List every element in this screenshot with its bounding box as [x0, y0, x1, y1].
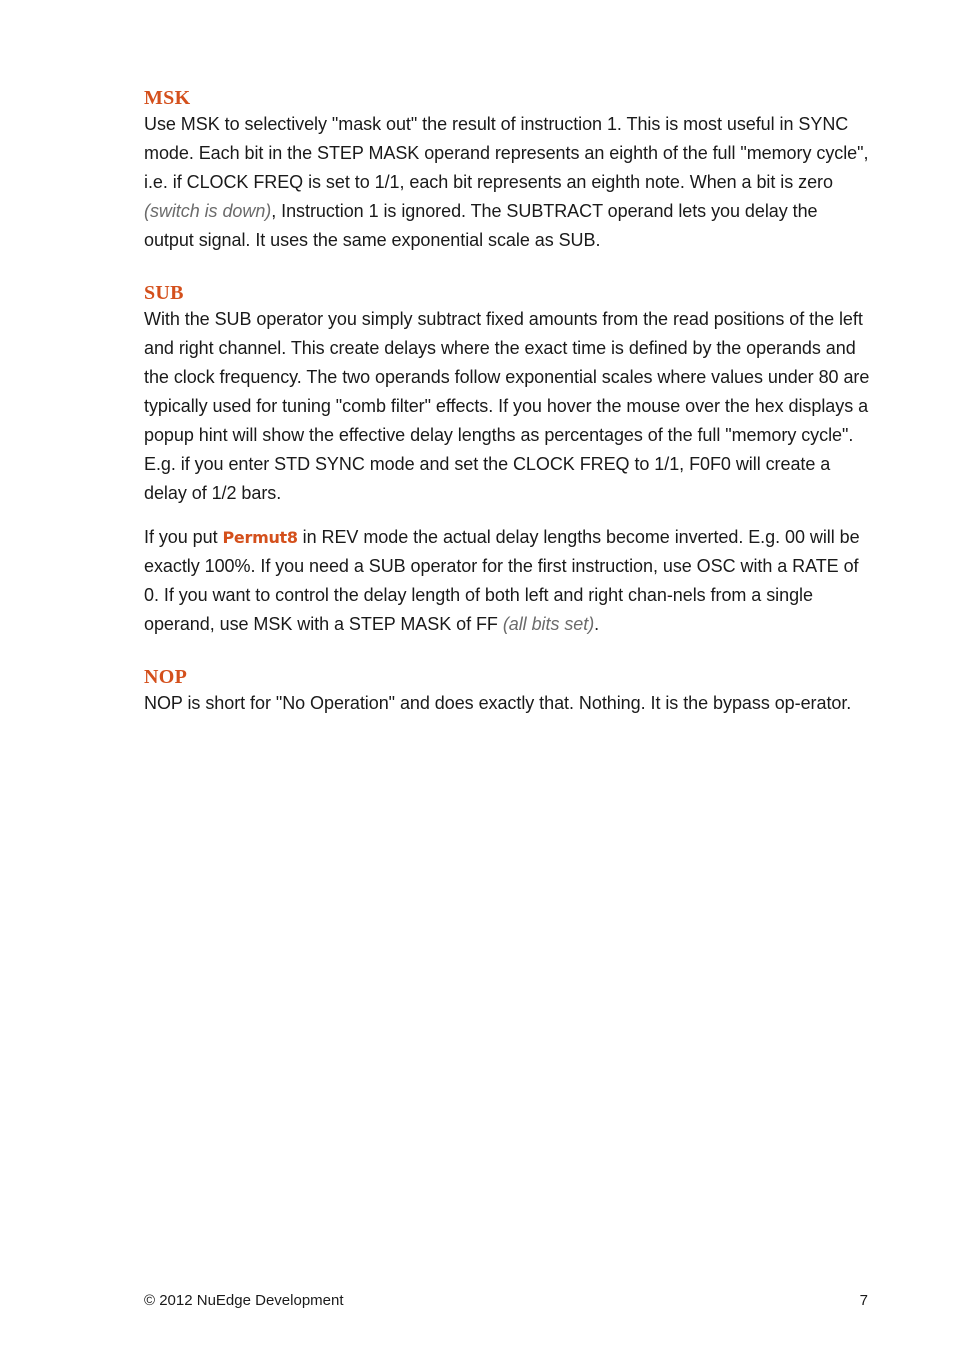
sub-paragraph-2: [144, 523, 870, 639]
section-msk: [144, 86, 870, 255]
nop-paragraph: NOP is short for "No Operation" and does exactly that. Nothing. It is the bypass op-erator.: [144, 693, 852, 713]
sub-p2-emphasis: (all bits set): [502, 614, 595, 634]
product-name: Permut8: [222, 528, 298, 547]
section-heading-nop: NOP: [144, 666, 188, 688]
section-heading-sub: SUB: [144, 282, 184, 304]
sub-p2-text-a: If you put: [144, 527, 223, 547]
sub-p2-text-b: in REV mode the actual delay lengths become inverted. E.g. 00 will be exactly 100%. If you need a SUB operator for the first instruction, use OSC with a RATE of 0. If you want to control the delay length of both left and right chan-nels from a single operand, use MSK with a STEP MASK of FF: [144, 527, 860, 634]
sub-p2-text-c: .: [594, 614, 600, 634]
section-nop: [144, 665, 870, 718]
section-heading-msk: MSK: [144, 87, 191, 109]
sub-paragraph-1: With the SUB operator you simply subtract fixed amounts from the read positions of the left and right channel. This create delays where the exact time is defined by the operands and the clock frequency. The two operands follow exponential scales where values under 80 are typically used for tuning "comb filter" effects. If you hover the mouse over the hex displays a popup hint will show the effective delay lengths as percentages of the full "memory cycle". E.g. if you enter STD SYNC mode and set the CLOCK FREQ to 1/1, F0F0 will create a delay of 1/2 bars.: [144, 309, 870, 503]
msk-emphasis: (switch is down): [144, 201, 272, 221]
msk-text-b: , Instruction 1 is ignored. The SUBTRACT operand lets you delay the output signal. It uses the same exponential scale as SUB.: [144, 201, 818, 250]
msk-text-a: Use MSK to selectively "mask out" the result of instruction 1. This is most useful in SYNC mode. Each bit in the STEP MASK operand represents an eighth of the full "memory cycle", i.e. if CLOCK FREQ is set to 1/1, each bit represents an eighth note. When a bit is zero: [144, 114, 869, 192]
footer-copyright: © 2012 NuEdge Development: [144, 1292, 344, 1309]
page-content: [144, 86, 870, 744]
msk-paragraph: [144, 110, 870, 255]
section-sub: [144, 281, 870, 639]
footer-page-number: 7: [859, 1292, 868, 1309]
